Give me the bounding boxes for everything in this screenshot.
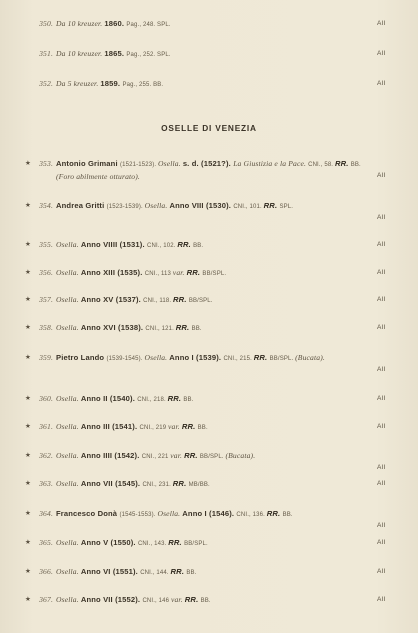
description-segment: MB/BB.	[188, 482, 210, 488]
description-segment: BB.	[193, 243, 204, 249]
description-segment: BB/SPL.	[202, 271, 227, 277]
entry-description	[56, 421, 368, 434]
description-segment: Anno IIII (1542).	[80, 451, 142, 460]
star-marker: ★	[25, 596, 31, 603]
star-marker: ★	[25, 539, 31, 546]
description-segment: (1523-1539).	[106, 204, 145, 210]
entry-number: 350.	[39, 19, 53, 28]
entry-description	[56, 200, 368, 213]
description-segment: Osella.	[157, 159, 183, 168]
description-segment: CNI., 143.	[137, 541, 169, 547]
star-marker: ★	[25, 510, 31, 517]
description-segment: RR.	[175, 323, 192, 332]
description-segment: Osella.	[56, 567, 81, 576]
description-segment: (1539-1545).	[106, 356, 145, 362]
description-segment: Anno II (1540).	[80, 394, 138, 403]
description-segment: CNI., 146	[142, 598, 171, 604]
entry-description	[56, 478, 368, 491]
description-segment: RR.	[172, 479, 189, 488]
description-segment: Anno III (1541).	[80, 422, 140, 431]
star-marker: ★	[25, 354, 31, 361]
star-marker: ★	[25, 452, 31, 459]
entry-number: 353.	[39, 159, 53, 168]
entry-number: 356.	[39, 268, 53, 277]
entry-number: 357.	[39, 295, 53, 304]
description-segment: Pag., 255. BB.	[122, 82, 164, 88]
description-segment: BB.	[350, 162, 361, 168]
entry-description	[56, 267, 368, 280]
description-segment: Anno XVI (1538).	[80, 323, 146, 332]
grade-code: AII	[377, 172, 386, 179]
description-segment: Osella.	[56, 451, 81, 460]
star-marker: ★	[25, 241, 31, 248]
description-segment: var.	[172, 268, 187, 277]
description-segment: BB/SPL.	[269, 356, 296, 362]
description-segment: Anno V (1550).	[80, 538, 138, 547]
grade-code: AII	[377, 539, 386, 546]
description-segment: (Bucata).	[295, 353, 325, 362]
description-segment: Osella.	[56, 422, 81, 431]
description-segment: Da 5 kreuzer.	[56, 79, 101, 88]
description-segment: RR.	[173, 295, 189, 304]
entry-number: 358.	[39, 323, 53, 332]
description-segment: Anno I (1539).	[169, 353, 224, 362]
description-segment: CNI., 144.	[140, 570, 171, 576]
entry-number: 359.	[39, 353, 53, 362]
grade-code: AII	[377, 395, 386, 402]
entry-description	[56, 239, 368, 252]
description-segment: RR.	[334, 159, 351, 168]
entry-description	[56, 537, 368, 550]
star-marker: ★	[25, 395, 31, 402]
description-segment: Osella.	[144, 353, 170, 362]
grade-code: AII	[377, 568, 386, 575]
description-segment: CNI., 101.	[233, 204, 264, 210]
description-segment: Osella.	[56, 394, 81, 403]
description-segment: RR.	[184, 595, 201, 604]
description-segment: Osella.	[56, 295, 81, 304]
description-segment: Anno VIII (1530).	[169, 201, 234, 210]
description-segment: Pag., 252. SPL.	[126, 52, 171, 58]
entry-description	[56, 566, 368, 579]
star-marker: ★	[25, 160, 31, 167]
description-segment: SPL.	[279, 204, 294, 210]
grade-code: AII	[377, 596, 386, 603]
entry-number: 360.	[39, 394, 53, 403]
description-segment: (1545-1553).	[119, 512, 158, 518]
entry-number: 367.	[39, 595, 53, 604]
description-segment: CNI., 215.	[223, 356, 254, 362]
description-segment: Anno VI (1551).	[80, 567, 141, 576]
grade-code: AII	[377, 50, 386, 57]
description-segment: Pag., 248. SPL.	[126, 22, 171, 28]
description-segment: Anno VIIII (1531).	[80, 240, 147, 249]
star-marker: ★	[25, 269, 31, 276]
description-segment: Anno XV (1537).	[80, 295, 144, 304]
grade-code: AII	[377, 214, 386, 221]
star-marker: ★	[25, 324, 31, 331]
description-segment: RR.	[181, 422, 198, 431]
description-segment: BB.	[186, 570, 197, 576]
description-segment: RR.	[184, 451, 200, 460]
grade-code: AII	[377, 464, 386, 471]
description-segment: CNI., 136.	[236, 512, 267, 518]
description-segment: Pietro Lando	[56, 353, 107, 362]
star-marker: ★	[25, 423, 31, 430]
description-segment: RR.	[186, 268, 203, 277]
star-marker: ★	[25, 296, 31, 303]
entry-number: 355.	[39, 240, 53, 249]
entry-description	[56, 594, 368, 607]
grade-code: AII	[377, 20, 386, 27]
description-segment: BB.	[191, 326, 202, 332]
description-segment: CNI., 113	[144, 271, 173, 277]
description-segment: RR.	[167, 394, 184, 403]
description-segment: Osella.	[56, 240, 81, 249]
description-segment: CNI., 118.	[143, 298, 174, 304]
star-marker: ★	[25, 202, 31, 209]
entry-description	[56, 18, 368, 31]
star-marker: ★	[25, 568, 31, 575]
section-title: OSELLE DI VENEZIA	[161, 123, 257, 133]
grade-code: AII	[377, 423, 386, 430]
entry-description	[56, 352, 368, 365]
grade-code: AII	[377, 80, 386, 87]
description-segment: Osella.	[56, 479, 81, 488]
description-segment: (Foro abilmente otturato).	[56, 172, 140, 181]
description-segment: var.	[168, 422, 182, 431]
description-segment: BB.	[197, 425, 208, 431]
grade-code: AII	[377, 366, 386, 373]
description-segment: BB/SPL.	[199, 454, 226, 460]
description-segment: CNI., 102.	[146, 243, 178, 249]
entry-description	[56, 78, 368, 91]
description-segment: 1859.	[100, 79, 123, 88]
grade-code: AII	[377, 480, 386, 487]
description-segment: BB.	[282, 512, 293, 518]
description-segment: (Bucata).	[225, 451, 256, 460]
description-segment: BB.	[183, 397, 194, 403]
entry-number: 364.	[39, 509, 53, 518]
description-segment: CNI., 218.	[137, 397, 168, 403]
grade-code: AII	[377, 522, 386, 529]
description-segment: RR.	[266, 509, 283, 518]
entry-description	[56, 294, 368, 307]
description-segment: Osella.	[56, 323, 81, 332]
description-segment: RR.	[170, 567, 187, 576]
description-segment: Osella.	[56, 538, 81, 547]
description-segment: CNI., 58.	[308, 162, 335, 168]
entry-number: 351.	[39, 49, 53, 58]
description-segment: BB.	[200, 598, 211, 604]
description-segment: BB/SPL.	[188, 298, 213, 304]
description-segment: s. d. (1521?).	[182, 159, 234, 168]
description-segment: RR.	[168, 538, 185, 547]
entry-description	[56, 48, 368, 61]
grade-code: AII	[377, 324, 386, 331]
description-segment: Anno VII (1552).	[80, 595, 143, 604]
description-segment: Osella.	[56, 595, 81, 604]
description-segment: Da 10 kreuzer.	[56, 49, 105, 58]
description-segment: RR.	[263, 201, 280, 210]
entry-number: 366.	[39, 567, 53, 576]
entry-number: 363.	[39, 479, 53, 488]
description-segment: Antonio Grimani	[56, 159, 120, 168]
description-segment: Anno VII (1545).	[80, 479, 143, 488]
description-segment: CNI., 221	[141, 454, 171, 460]
description-segment: CNI., 231.	[142, 482, 173, 488]
description-segment: BB/SPL.	[184, 541, 208, 547]
description-segment: CNI., 121.	[145, 326, 176, 332]
entry-description	[56, 322, 368, 335]
description-segment: Francesco Donà	[56, 509, 120, 518]
entry-number: 362.	[39, 451, 53, 460]
entry-number: 365.	[39, 538, 53, 547]
description-segment: RR.	[253, 353, 270, 362]
description-segment: 1860.	[104, 19, 127, 28]
entry-number: 361.	[39, 422, 53, 431]
description-segment: var.	[170, 451, 185, 460]
description-segment: CNI., 219	[139, 425, 169, 431]
entry-description	[56, 450, 368, 463]
description-segment: Anno XIII (1535).	[80, 268, 145, 277]
description-segment: var.	[170, 595, 185, 604]
entry-description	[56, 158, 368, 183]
description-segment: Osella.	[144, 201, 170, 210]
description-segment: (1521-1523).	[120, 162, 158, 168]
entry-number: 354.	[39, 201, 53, 210]
description-segment: Andrea Gritti	[56, 201, 107, 210]
star-marker: ★	[25, 480, 31, 487]
description-segment: Osella.	[157, 509, 183, 518]
grade-code: AII	[377, 241, 386, 248]
entry-description	[56, 393, 368, 406]
grade-code: AII	[377, 296, 386, 303]
description-segment: Osella.	[56, 268, 81, 277]
description-segment: Da 10 kreuzer.	[56, 19, 105, 28]
grade-code: AII	[377, 269, 386, 276]
entry-number: 352.	[39, 79, 53, 88]
description-segment: La Giustizia e la Pace.	[233, 159, 309, 168]
description-segment: RR.	[177, 240, 194, 249]
entry-description	[56, 508, 368, 521]
description-segment: 1865.	[104, 49, 127, 58]
description-segment: Anno I (1546).	[182, 509, 237, 518]
